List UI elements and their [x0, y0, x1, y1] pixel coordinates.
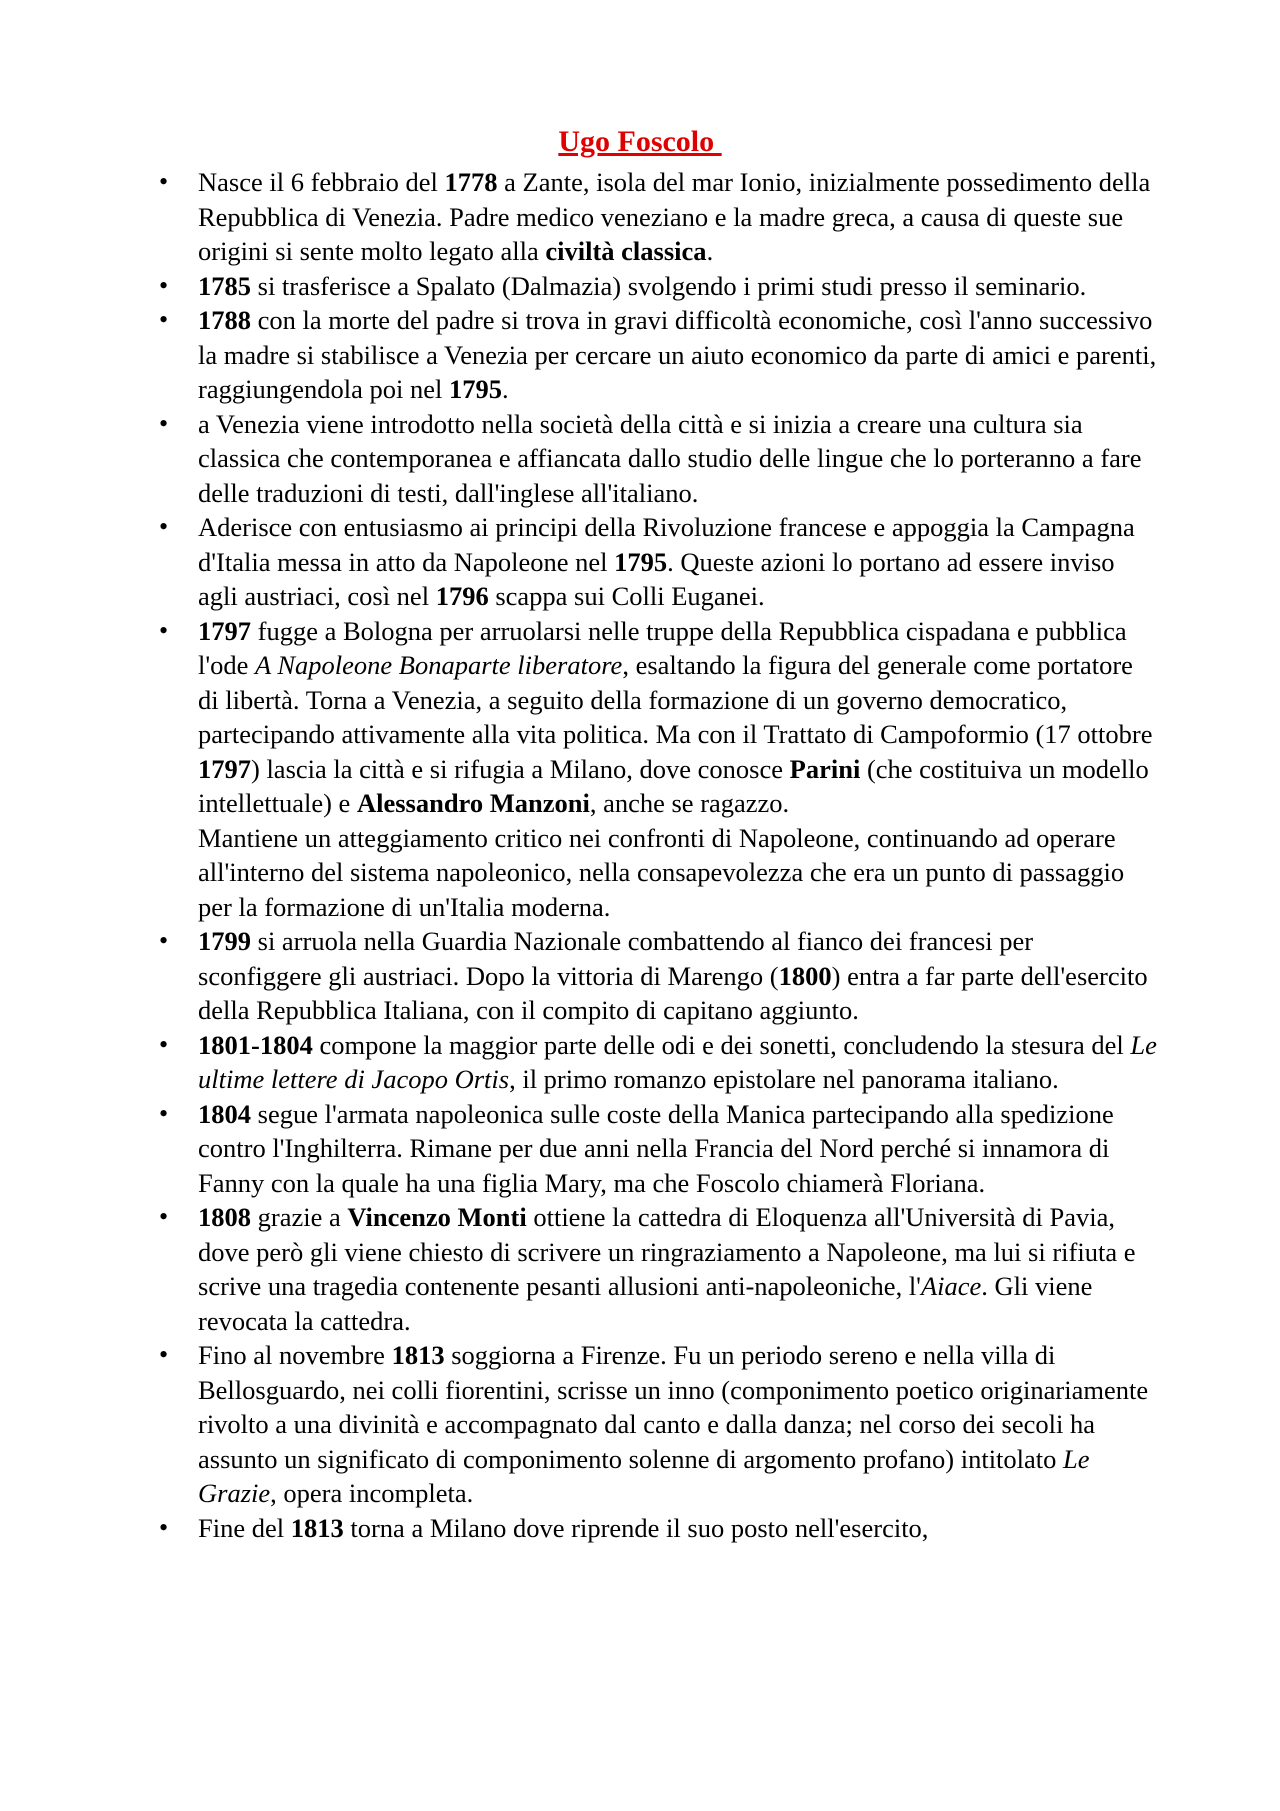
list-item-text: [198, 1340, 1148, 1508]
list-item: [159, 1097, 1158, 1201]
page-title: Ugo Foscolo: [558, 125, 722, 158]
list-item: [159, 407, 1158, 511]
text-run: compone la maggior parte delle odi e dei sonetti, concludendo la stesura del: [312, 1029, 1131, 1060]
bold-text: 1813: [391, 1340, 445, 1370]
list-item: [159, 1338, 1158, 1511]
bullet-icon: •: [159, 512, 169, 541]
bullet-icon: •: [159, 1512, 169, 1542]
bold-text: civiltà classica: [545, 236, 707, 266]
bullet-icon: •: [159, 1202, 169, 1231]
bold-text: 1788: [198, 305, 251, 335]
list-item: [159, 1511, 1158, 1546]
text-run: Fino al novembre: [198, 1340, 392, 1370]
text-run: , il primo romanzo epistolare nel panorama italiano.: [509, 1064, 1059, 1094]
bold-text: Alessandro Manzoni: [356, 788, 590, 818]
list-item-text: [198, 305, 1156, 404]
bold-text: 1796: [435, 581, 489, 611]
list-item-text: [198, 409, 1142, 508]
italic-text: Le ultime lettere di Jacopo Ortis: [198, 1029, 1157, 1094]
bullet-icon: •: [159, 408, 169, 438]
text-run: a Venezia viene introdotto nella società della città e si inizia a creare una cultura sia classica che contemporanea e affiancata dallo studio delle lingue che lo porteranno a fare delle traduzioni di testi, dall'inglese all'italiano.: [198, 408, 1142, 508]
bullet-icon: •: [159, 926, 169, 955]
list-item-text: [198, 1513, 928, 1543]
list-item-text: [198, 1099, 1114, 1198]
bullet-icon: •: [159, 1029, 169, 1059]
bold-text: 1797: [198, 753, 251, 784]
bullet-icon: •: [159, 1340, 169, 1369]
text-run: torna a Milano dove riprende il suo posto nell'esercito,: [343, 1512, 929, 1543]
text-run: si arruola nella Guardia Nazionale combattendo al fianco dei francesi per sconfiggere gli austriaci. Dopo la vittoria di Marengo (: [198, 926, 1034, 991]
text-run: ) entra a far parte dell'esercito della Repubblica Italiana, con il compito di capitano aggiunto.: [198, 960, 1148, 1025]
list-item: [159, 1028, 1158, 1097]
bullet-icon: •: [159, 270, 169, 300]
list-item-text: [198, 926, 1148, 1025]
text-run: , esaltando la figura del generale come portatore di libertà. Torna a Venezia, a seguito della formazione di un governo democratico, partecipando attivamente alla vita politica. Ma con il Trattato di Campoformio (17 ottobre: [198, 650, 1153, 749]
list-item-text: [198, 512, 1135, 611]
list-item-text: [198, 271, 1086, 301]
bold-text: Vincenzo Monti: [347, 1202, 527, 1232]
bold-text: 1808: [198, 1202, 251, 1232]
text-run: segue l'armata napoleonica sulle coste della Manica partecipando alla spedizione contro l'Inghilterra. Rimane per due anni nella Francia del Nord perché si innamora di Fanny con la quale ha una figlia Mary, ma che Foscolo chiamerà Floriana.: [198, 1098, 1114, 1198]
bold-text: 1813: [290, 1512, 344, 1543]
bold-text: Parini: [789, 753, 861, 784]
bullet-icon: •: [159, 305, 169, 334]
list-item: [159, 924, 1158, 1028]
bold-text: 1799: [198, 926, 251, 956]
text-run: ) lascia la città e si rifugia a Milano, dove conosce: [251, 753, 790, 784]
list-item-text: [198, 1202, 1135, 1336]
list-item: [159, 1200, 1158, 1338]
text-run: . Gli viene revocata la cattedra.: [198, 1271, 1093, 1336]
bullet-icon: •: [159, 615, 169, 645]
text-run: ottiene la cattedra di Eloquenza all'Università di Pavia, dove però gli viene chiesto di scrivere un ringraziamento a Napoleone, ma lui si rifiuta e scrive una tragedia contenente pesanti allusioni anti-napoleoniche, l': [198, 1202, 1136, 1301]
bold-text: 1797: [198, 615, 251, 646]
list-item: [159, 510, 1158, 614]
text-run: (che costituiva un modello intellettuale) e: [198, 753, 1149, 818]
bold-text: 1800: [778, 960, 832, 991]
text-run: .: [706, 236, 714, 266]
list-item-text: [198, 167, 1150, 266]
bullet-icon: •: [159, 167, 169, 196]
text-run: . Queste azioni lo portano ad essere inviso agli austriaci, così nel: [198, 546, 1115, 611]
bold-text: 1795: [448, 374, 502, 404]
text-run: .: [501, 374, 509, 404]
text-run: , anche se ragazzo.: [589, 788, 790, 818]
text-run: Aderisce con entusiasmo ai principi della Rivoluzione francese e appoggia la Campagna d'Italia messa in atto da Napoleone nel: [198, 512, 1135, 577]
bold-text: 1778: [444, 167, 498, 197]
text-run: fugge a Bologna per arruolarsi nelle truppe della Repubblica cispadana e pubblica l'ode: [198, 615, 1127, 680]
list-item-text: [198, 616, 1153, 922]
text-run: , opera incompleta.: [270, 1478, 474, 1508]
bold-text: 1801-1804: [198, 1029, 313, 1060]
text-run: Fine del: [198, 1512, 291, 1543]
bullet-list: [159, 165, 1158, 1545]
bold-text: 1795: [614, 546, 668, 577]
list-item: [159, 614, 1158, 925]
bold-text: 1785: [198, 270, 251, 301]
italic-text: Aiace: [920, 1271, 982, 1301]
italic-text: A Napoleone Bonaparte liberatore: [255, 650, 623, 680]
text-run: Mantiene un atteggiamento critico nei confronti di Napoleone, continuando ad operare all'interno del sistema napoleonico, nella consapevolezza che era un punto di passaggio per la formazione di un'Italia moderna.: [198, 822, 1125, 922]
text-run: grazie a: [251, 1202, 348, 1232]
list-item: [159, 165, 1158, 269]
text-run: con la morte del padre si trova in gravi difficoltà economiche, così l'anno successivo la madre si stabilisce a Venezia per cercare un aiuto economico da parte di amici e parenti, raggiungendola poi nel: [198, 305, 1157, 404]
list-item-text: [198, 1030, 1157, 1095]
text-run: si trasferisce a Spalato (Dalmazia) svolgendo i primi studi presso il seminario.: [251, 270, 1087, 301]
bold-text: 1804: [198, 1098, 251, 1129]
text-run: Nasce il 6 febbraio del: [198, 167, 445, 197]
list-item: [159, 303, 1158, 407]
text-run: scappa sui Colli Euganei.: [488, 581, 765, 611]
list-item: [159, 269, 1158, 304]
text-run: soggiorna a Firenze. Fu un periodo sereno e nella villa di Bellosguardo, nei colli fiorentini, scrisse un inno (componimento poetico originariamente rivolto a una divinità e accompagnato dal canto e dalla danza; nel corso dei secoli ha assunto un significato di componimento solenne di argomento profano) intitolato: [198, 1340, 1149, 1474]
italic-text: Le Grazie: [198, 1443, 1090, 1508]
text-run: a Zante, isola del mar Ionio, inizialmente possedimento della Repubblica di Venezia. Padre medico veneziano e la madre greca, a causa di queste sue origini si sente molto legato alla: [198, 167, 1151, 266]
bullet-icon: •: [159, 1098, 169, 1128]
